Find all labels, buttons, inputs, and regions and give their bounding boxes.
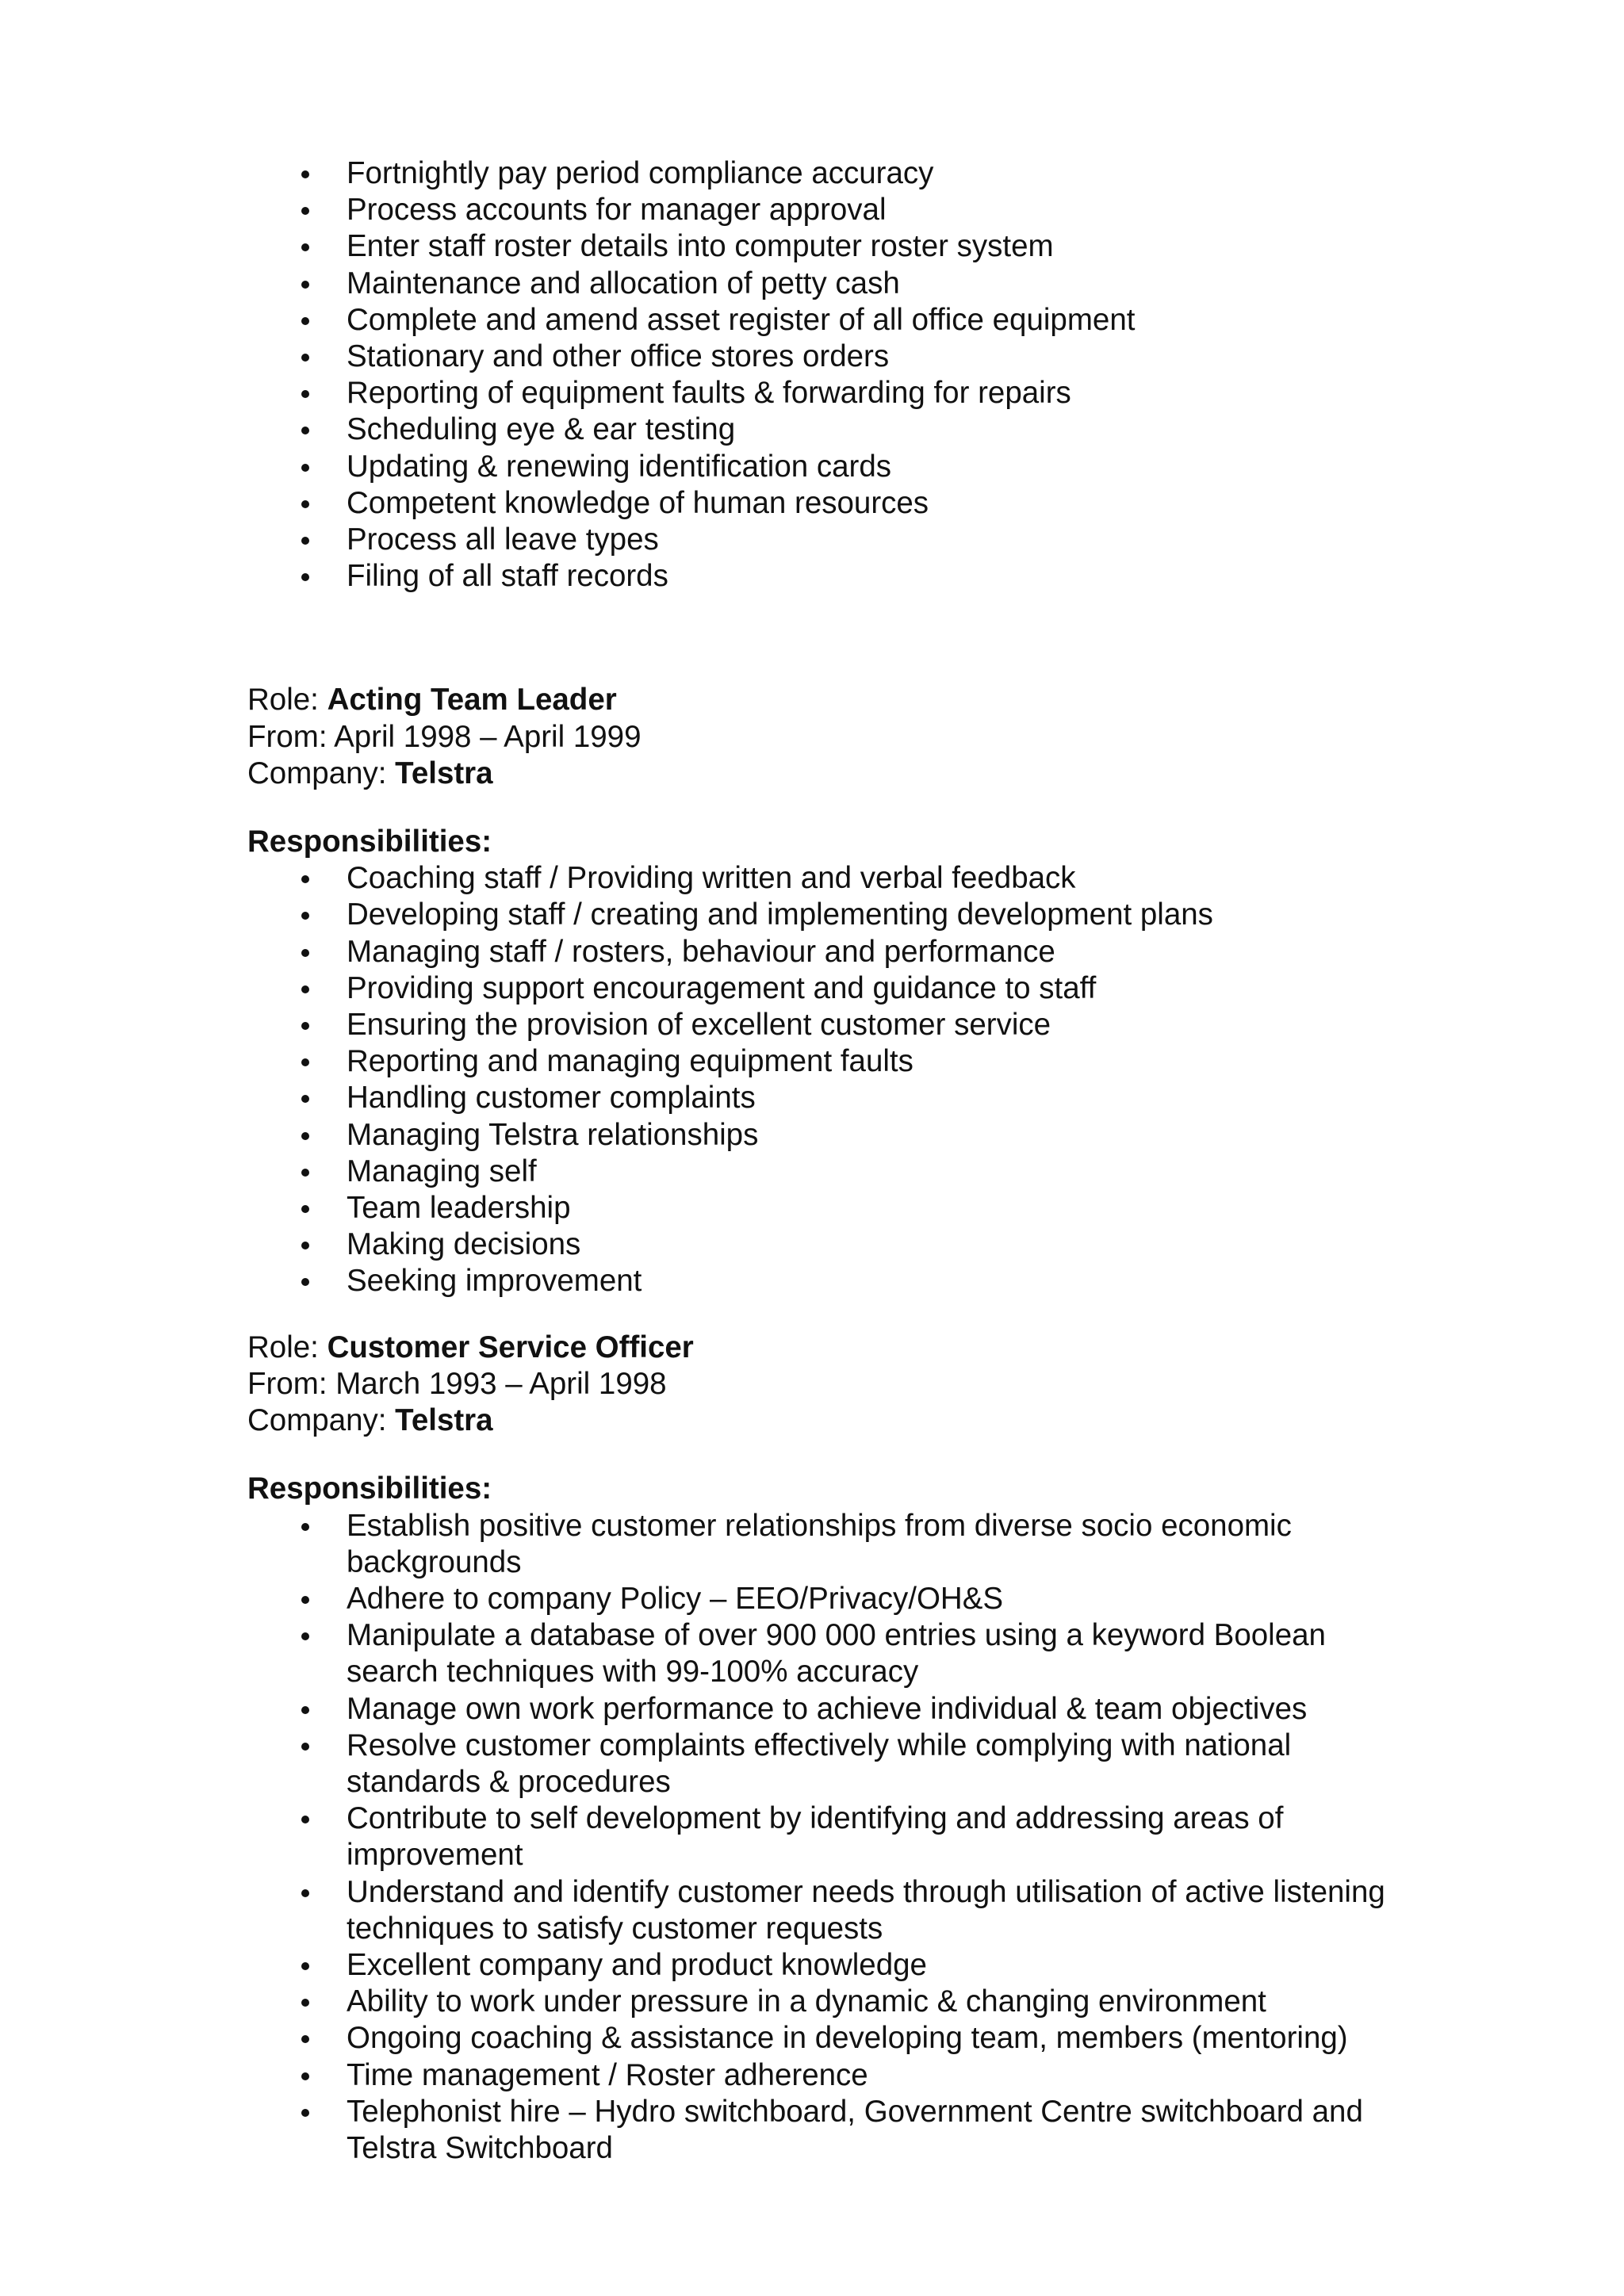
bullet-icon — [301, 500, 309, 508]
company-line: Company: Telstra — [247, 1403, 493, 1438]
role-line: Role: Acting Team Leader — [247, 683, 617, 718]
responsibilities-heading: Responsibilities: — [247, 825, 492, 859]
role-line: Role: Customer Service Officer — [247, 1330, 694, 1364]
spacer — [247, 1300, 1421, 1330]
company-name: Telstra — [395, 756, 493, 790]
list-item: Contribute to self development by identifying and addressing areas of improvement — [247, 1800, 1421, 1873]
duties-list — [247, 155, 1421, 595]
list-item: Reporting and managing equipment faults — [247, 1043, 1421, 1080]
list-item: Managing Telstra relationships — [247, 1117, 1421, 1154]
bullet-icon — [301, 170, 309, 178]
list-item: Complete and amend asset register of all office equipment — [247, 302, 1421, 339]
bullet-icon — [301, 1999, 309, 2007]
bullet-icon — [301, 281, 309, 289]
role-block-customer-service-officer — [247, 1330, 1421, 2167]
list-item: Making decisions — [247, 1226, 1421, 1263]
list-item: Resolve customer complaints effectively while complying with national standards & procedures — [247, 1728, 1421, 1800]
bullet-icon — [301, 1962, 309, 1970]
bullet-icon — [301, 537, 309, 545]
bullet-icon — [301, 912, 309, 920]
bullet-icon — [301, 1889, 309, 1897]
bullet-icon — [301, 390, 309, 398]
list-item: Excellent company and product knowledge — [247, 1947, 1421, 1984]
document-content — [247, 155, 1421, 2167]
bullet-icon — [301, 1169, 309, 1177]
list-item: Maintenance and allocation of petty cash — [247, 266, 1421, 302]
list-item: Ensuring the provision of excellent customer service — [247, 1007, 1421, 1043]
bullet-icon — [301, 1523, 309, 1531]
bullet-icon — [301, 2035, 309, 2043]
role-block-acting-team-leader — [247, 682, 1421, 1299]
bullet-icon — [301, 1205, 309, 1213]
list-item: Fortnightly pay period compliance accuracy — [247, 155, 1421, 192]
bullet-icon — [301, 1058, 309, 1066]
bullet-icon — [301, 1596, 309, 1604]
from-line: From: April 1998 – April 1999 — [247, 719, 642, 754]
list-item: Developing staff / creating and implementing development plans — [247, 897, 1421, 933]
list-item: Reporting of equipment faults & forwarding for repairs — [247, 375, 1421, 411]
bullet-icon — [301, 464, 309, 472]
list-item: Updating & renewing identification cards — [247, 449, 1421, 485]
list-item: Telephonist hire – Hydro switchboard, Government Centre switchboard and Telstra Switchboard — [247, 2094, 1421, 2167]
bullet-icon — [301, 1132, 309, 1140]
responsibilities-list — [247, 1508, 1421, 2168]
bullet-icon — [301, 354, 309, 362]
role-title: Customer Service Officer — [327, 1330, 694, 1364]
role-title: Acting Team Leader — [327, 683, 617, 718]
bullet-icon — [301, 317, 309, 325]
list-item: Managing self — [247, 1154, 1421, 1190]
list-item: Manage own work performance to achieve individual & team objectives — [247, 1691, 1421, 1728]
bullet-icon — [301, 1743, 309, 1751]
list-item: Ongoing coaching & assistance in developing team, members (mentoring) — [247, 2020, 1421, 2057]
list-item: Understand and identify customer needs through utilisation of active listening techniques to satisfy customer requests — [247, 1874, 1421, 1947]
list-item: Scheduling eye & ear testing — [247, 411, 1421, 448]
list-item: Enter staff roster details into computer roster system — [247, 228, 1421, 265]
list-item: Handling customer complaints — [247, 1080, 1421, 1116]
bullet-icon — [301, 427, 309, 434]
bullet-icon — [301, 985, 309, 993]
date-range: March 1993 – April 1998 — [335, 1366, 667, 1401]
spacer — [247, 792, 1421, 824]
bullet-icon — [301, 243, 309, 251]
list-item: Providing support encouragement and guidance to staff — [247, 970, 1421, 1007]
bullet-icon — [301, 1022, 309, 1030]
list-item: Managing staff / rosters, behaviour and performance — [247, 934, 1421, 970]
list-item: Filing of all staff records — [247, 558, 1421, 595]
bullet-icon — [301, 1095, 309, 1103]
responsibilities-heading: Responsibilities: — [247, 1471, 492, 1506]
bullet-icon — [301, 2072, 309, 2080]
list-item: Stationary and other office stores orders — [247, 339, 1421, 375]
list-item: Coaching staff / Providing written and verbal feedback — [247, 860, 1421, 897]
from-line: From: March 1993 – April 1998 — [247, 1366, 667, 1401]
list-item: Competent knowledge of human resources — [247, 485, 1421, 522]
list-item: Team leadership — [247, 1190, 1421, 1226]
list-item: Process all leave types — [247, 522, 1421, 558]
spacer — [247, 595, 1421, 682]
responsibilities-list — [247, 860, 1421, 1299]
company-name: Telstra — [395, 1403, 493, 1438]
bullet-icon — [301, 875, 309, 883]
bullet-icon — [301, 2109, 309, 2117]
bullet-icon — [301, 1278, 309, 1286]
spacer — [247, 1439, 1421, 1471]
bullet-icon — [301, 1706, 309, 1714]
bullet-icon — [301, 573, 309, 581]
bullet-icon — [301, 1816, 309, 1823]
list-item: Ability to work under pressure in a dynamic & changing environment — [247, 1984, 1421, 2020]
list-item: Process accounts for manager approval — [247, 192, 1421, 228]
list-item: Time management / Roster adherence — [247, 2057, 1421, 2094]
date-range: April 1998 – April 1999 — [334, 719, 642, 754]
list-item: Manipulate a database of over 900 000 entries using a keyword Boolean search techniques with 99-100% accuracy — [247, 1617, 1421, 1690]
bullet-icon — [301, 949, 309, 957]
list-item: Adhere to company Policy – EEO/Privacy/OH&S — [247, 1581, 1421, 1617]
company-line: Company: Telstra — [247, 756, 493, 790]
bullet-icon — [301, 1242, 309, 1249]
list-item: Establish positive customer relationships from diverse socio economic backgrounds — [247, 1508, 1421, 1581]
bullet-icon — [301, 1632, 309, 1640]
list-item: Seeking improvement — [247, 1263, 1421, 1299]
bullet-icon — [301, 207, 309, 215]
